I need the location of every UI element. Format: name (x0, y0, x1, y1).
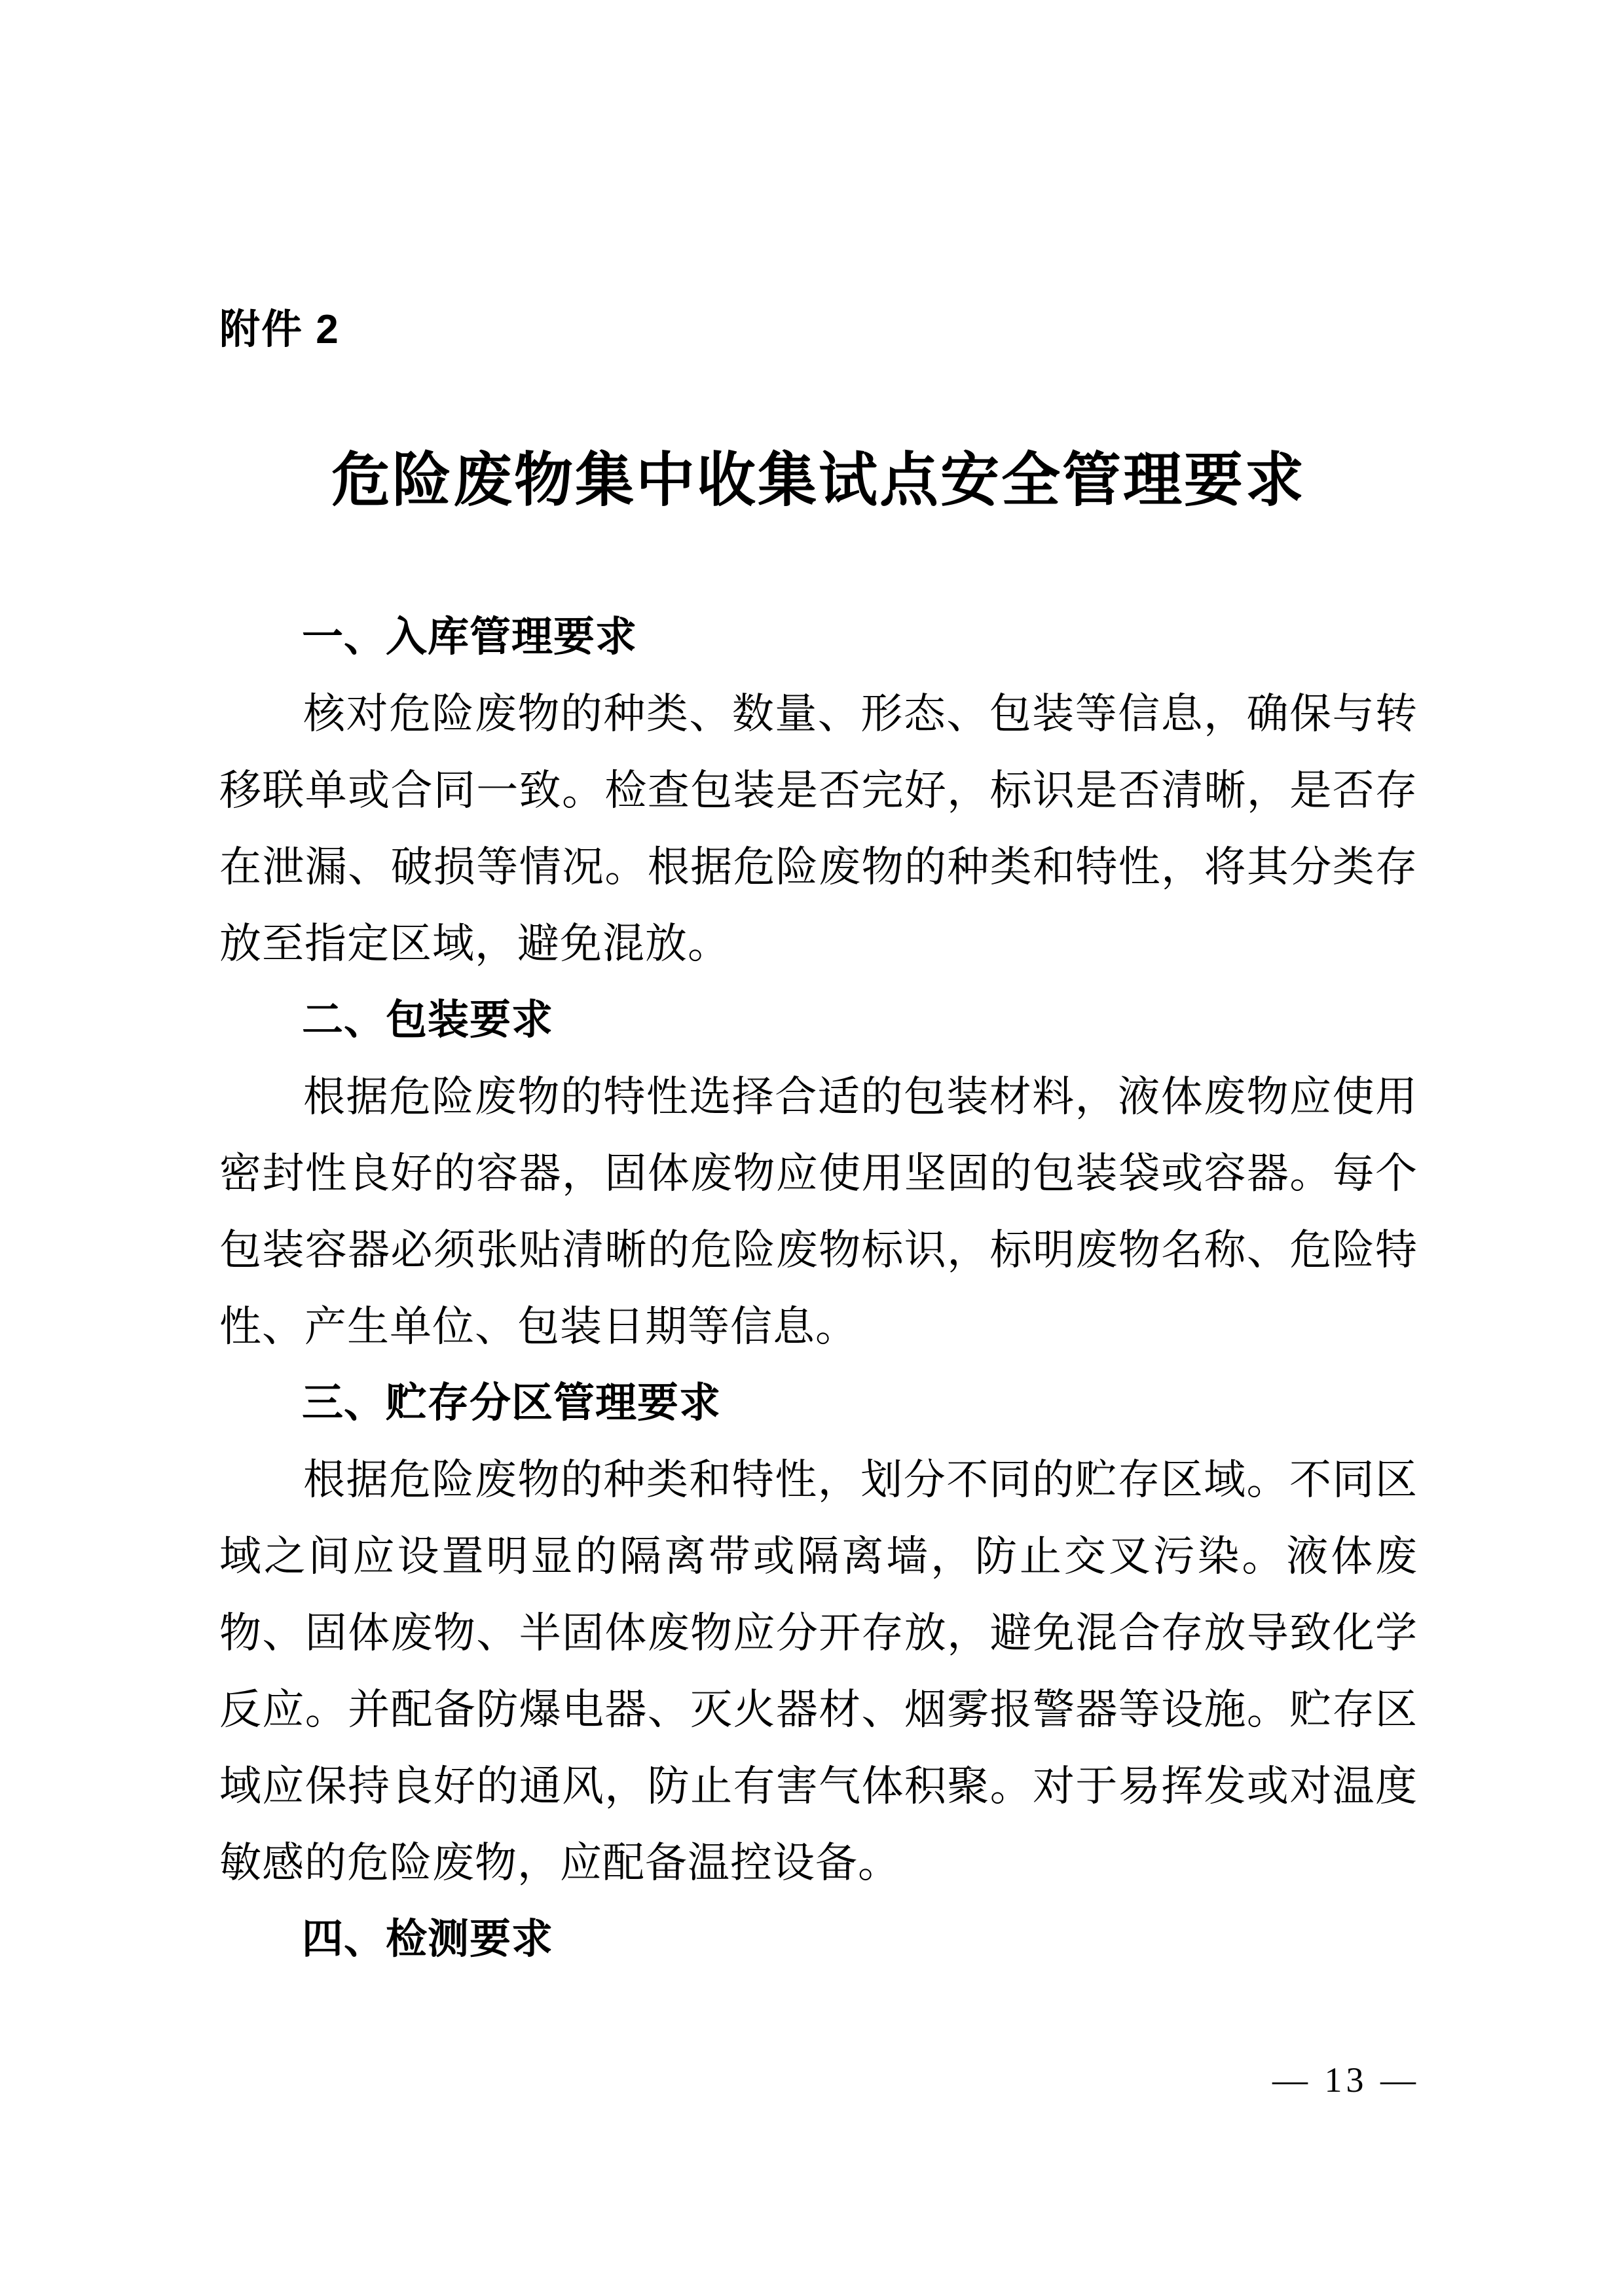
section-storage-zoning (219, 1365, 1418, 1901)
attachment-label: 附件 2 (219, 307, 340, 352)
document-sections (219, 599, 1418, 1978)
section-heading: 三、贮存分区管理要求 (302, 1380, 721, 1426)
document-title: 危险废物集中收集试点安全管理要求 (331, 448, 1306, 513)
section-testing (219, 1901, 1418, 1978)
section-heading: 一、入库管理要求 (302, 614, 637, 660)
page-number: — 13 — (1272, 2060, 1420, 2100)
document-content (219, 0, 1418, 1978)
section-paragraph: 根据危险废物的种类和特性，划分不同的贮存区域。不同区域之间应设置明显的隔离带或隔离墙，防止交叉污染。液体废物、固体废物、半固体废物应分开存放，避免混合存放导致化学反应。并配备防爆电器、灭火器材、烟雾报警器等设施。贮存区域应保持良好的通风，防止有害气体积聚。对于易挥发或对温度敏感的危险废物，应配备温控设备。 (219, 1457, 1418, 1886)
section-heading: 四、检测要求 (302, 1916, 553, 1962)
section-paragraph: 根据危险废物的特性选择合适的包装材料，液体废物应使用密封性良好的容器，固体废物应使用坚固的包装袋或容器。每个包装容器必须张贴清晰的危险废物标识，标明废物名称、危险特性、产生单位、包装日期等信息。 (219, 1074, 1418, 1350)
section-heading: 二、包装要求 (302, 997, 553, 1043)
section-packaging (219, 982, 1418, 1365)
section-warehouse-entry (219, 599, 1418, 982)
section-paragraph: 核对危险废物的种类、数量、形态、包装等信息，确保与转移联单或合同一致。检查包装是否完好，标识是否清晰，是否存在泄漏、破损等情况。根据危险废物的种类和特性，将其分类存放至指定区域，避免混放。 (219, 691, 1418, 967)
